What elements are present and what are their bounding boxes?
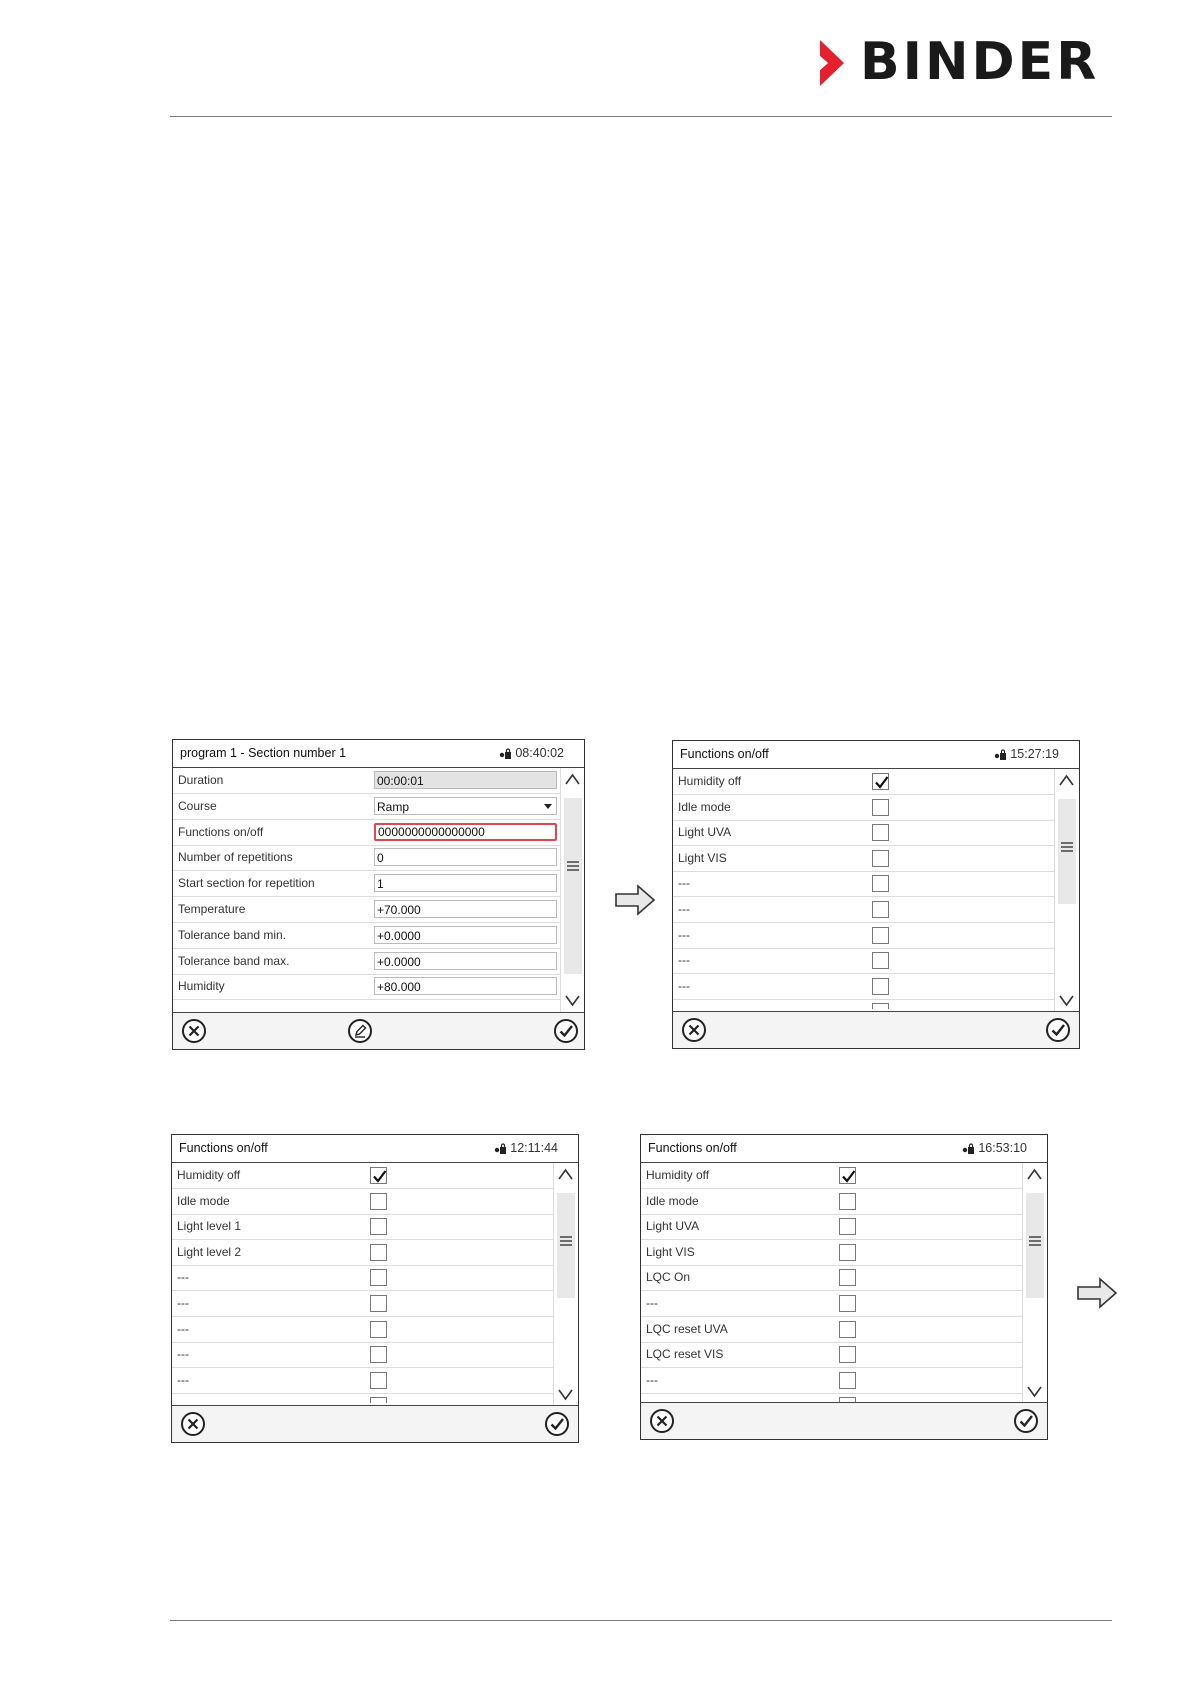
- parameter-label: Tolerance band max.: [178, 953, 290, 968]
- menu-icon[interactable]: [566, 860, 580, 872]
- scroll-down-icon[interactable]: [557, 1388, 574, 1402]
- clock-time: 16:53:10: [978, 1141, 1027, 1155]
- function-row[interactable]: [673, 769, 1054, 795]
- function-row[interactable]: [673, 871, 1054, 897]
- screen-titlebar: [641, 1135, 1047, 1163]
- function-checkbox[interactable]: [872, 875, 889, 892]
- function-checkbox[interactable]: [839, 1346, 856, 1363]
- menu-icon[interactable]: [1060, 841, 1074, 853]
- function-checkbox[interactable]: [839, 1269, 856, 1286]
- parameter-row-cut-off: [173, 1000, 560, 1008]
- service-lock-icon: [494, 1143, 507, 1155]
- function-checkbox[interactable]: [370, 1167, 387, 1184]
- function-checkbox[interactable]: [872, 773, 889, 790]
- function-checkbox[interactable]: [839, 1372, 856, 1389]
- parameter-value-field: [374, 771, 557, 789]
- scroll-up-icon[interactable]: [1026, 1167, 1043, 1181]
- scrollbar[interactable]: [1054, 769, 1079, 1012]
- function-label: ---: [678, 927, 690, 942]
- function-label: Light VIS: [646, 1244, 695, 1259]
- parameter-value-field[interactable]: [374, 977, 557, 995]
- parameter-value-field[interactable]: [374, 874, 557, 892]
- function-row[interactable]: [172, 1317, 553, 1343]
- confirm-icon[interactable]: [1045, 1017, 1071, 1043]
- clock: [494, 1135, 558, 1162]
- parameter-label: Duration: [178, 773, 224, 787]
- screen-titlebar: [673, 741, 1079, 769]
- confirm-icon[interactable]: [1013, 1408, 1039, 1434]
- function-checkbox[interactable]: [839, 1244, 856, 1261]
- function-label: Idle mode: [678, 799, 731, 814]
- function-label: LQC reset VIS: [646, 1347, 724, 1362]
- function-label: ---: [678, 876, 690, 891]
- parameter-row[interactable]: [173, 794, 560, 820]
- function-row[interactable]: [172, 1189, 553, 1215]
- function-checkbox[interactable]: [872, 799, 889, 816]
- function-label: ---: [177, 1321, 189, 1336]
- clock: [499, 740, 564, 767]
- cancel-icon[interactable]: [181, 1018, 207, 1044]
- function-row[interactable]: [641, 1368, 1022, 1394]
- cancel-icon[interactable]: [681, 1017, 707, 1043]
- checkmark-icon: [873, 774, 890, 791]
- next-step-arrow-icon: [1076, 1277, 1118, 1309]
- scroll-down-icon[interactable]: [1058, 994, 1075, 1008]
- function-row[interactable]: [172, 1265, 553, 1291]
- parameter-row[interactable]: [173, 974, 560, 1000]
- function-checkbox[interactable]: [839, 1321, 856, 1338]
- parameter-value: +80.000: [377, 980, 421, 995]
- parameter-row[interactable]: [173, 897, 560, 923]
- screen-title: Functions on/off: [680, 747, 769, 761]
- function-row[interactable]: [641, 1342, 1022, 1368]
- function-checkbox[interactable]: [370, 1244, 387, 1261]
- cancel-icon[interactable]: [649, 1408, 675, 1434]
- checkmark-icon: [371, 1168, 388, 1185]
- parameter-label: Course: [178, 798, 217, 813]
- functions-screen-light-levels: [171, 1134, 579, 1443]
- parameter-value: +70.000: [377, 903, 421, 917]
- function-row[interactable]: [673, 974, 1054, 1000]
- function-row[interactable]: [641, 1214, 1022, 1240]
- scrollbar[interactable]: [553, 1163, 578, 1406]
- function-label: LQC On: [646, 1270, 691, 1285]
- function-row[interactable]: [172, 1214, 553, 1240]
- scroll-up-icon[interactable]: [564, 772, 581, 786]
- function-checkbox[interactable]: [370, 1218, 387, 1235]
- parameter-value: +0.0000: [377, 928, 421, 943]
- function-checkbox[interactable]: [370, 1321, 387, 1338]
- service-lock-icon: [994, 749, 1007, 761]
- scroll-track: [564, 798, 582, 974]
- screen-footer: [173, 1012, 584, 1049]
- checkmark-icon: [840, 1168, 857, 1185]
- function-row[interactable]: [172, 1291, 553, 1317]
- function-checkbox[interactable]: [370, 1193, 387, 1210]
- function-checkbox[interactable]: [872, 978, 889, 995]
- function-checkbox[interactable]: [839, 1295, 856, 1312]
- function-label: ---: [678, 953, 690, 968]
- parameter-value: +0.0000: [377, 954, 421, 969]
- function-label: ---: [177, 1347, 189, 1362]
- function-label: ---: [678, 902, 690, 916]
- parameter-label: Start section for repetition: [178, 876, 315, 891]
- parameter-row[interactable]: [173, 820, 560, 846]
- parameter-label: Functions on/off: [178, 824, 264, 839]
- menu-icon[interactable]: [1028, 1235, 1042, 1247]
- program-section-screen: [172, 739, 585, 1050]
- function-label: ---: [678, 978, 690, 993]
- parameter-value-field[interactable]: [374, 926, 557, 944]
- function-row[interactable]: [641, 1240, 1022, 1266]
- parameter-value: 00:00:01: [377, 774, 424, 788]
- screen-title: Functions on/off: [179, 1141, 268, 1155]
- function-row[interactable]: [641, 1265, 1022, 1291]
- function-label: Light level 1: [177, 1219, 242, 1234]
- function-row[interactable]: [172, 1368, 553, 1394]
- parameter-row[interactable]: [173, 923, 560, 949]
- function-checkbox[interactable]: [370, 1372, 387, 1389]
- function-checkbox[interactable]: [839, 1167, 856, 1184]
- next-step-arrow-icon: [614, 884, 656, 916]
- screen-title: Functions on/off: [648, 1141, 737, 1155]
- function-row[interactable]: [641, 1189, 1022, 1215]
- screen-titlebar: [172, 1135, 578, 1163]
- screen-footer: [641, 1402, 1047, 1439]
- function-checkbox-cut-off: [370, 1397, 387, 1403]
- function-label: Idle mode: [646, 1193, 699, 1208]
- clock-time: 08:40:02: [515, 746, 564, 760]
- parameter-label: Humidity: [178, 979, 225, 994]
- clock: [962, 1135, 1027, 1162]
- function-label: LQC reset UVA: [646, 1321, 728, 1336]
- course-select[interactable]: [374, 797, 557, 815]
- function-row[interactable]: [673, 820, 1054, 846]
- parameter-label: Tolerance band min.: [178, 927, 287, 942]
- scroll-up-icon[interactable]: [557, 1167, 574, 1181]
- parameter-row[interactable]: [173, 949, 560, 975]
- function-label: ---: [177, 1270, 189, 1285]
- parameter-value-field[interactable]: [374, 952, 557, 970]
- function-row[interactable]: [172, 1342, 553, 1368]
- function-label: ---: [177, 1372, 189, 1387]
- function-checkbox[interactable]: [872, 901, 889, 918]
- function-label: ---: [646, 1296, 658, 1310]
- function-checkbox[interactable]: [370, 1346, 387, 1363]
- confirm-icon[interactable]: [544, 1411, 570, 1437]
- function-row[interactable]: [641, 1291, 1022, 1317]
- menu-icon[interactable]: [559, 1235, 573, 1247]
- confirm-icon[interactable]: [553, 1018, 579, 1044]
- function-checkbox[interactable]: [872, 952, 889, 969]
- parameter-label: Temperature: [178, 902, 246, 916]
- function-checkbox[interactable]: [839, 1193, 856, 1210]
- function-checkbox[interactable]: [872, 824, 889, 841]
- function-label: Light VIS: [678, 850, 727, 865]
- function-row[interactable]: [673, 923, 1054, 949]
- function-row[interactable]: [673, 948, 1054, 974]
- screen-footer: [172, 1405, 578, 1442]
- function-label: ---: [177, 1296, 189, 1310]
- parameter-value: Ramp: [377, 799, 410, 814]
- function-label: Idle mode: [177, 1193, 230, 1208]
- brand-name: BINDER: [860, 32, 1100, 92]
- clock: [994, 741, 1059, 768]
- parameter-value-field[interactable]: [374, 848, 557, 866]
- binder-logo-mark-icon: [818, 40, 852, 86]
- function-label: ---: [646, 1372, 658, 1387]
- scrollbar[interactable]: [560, 768, 585, 1014]
- function-row[interactable]: [172, 1163, 553, 1189]
- parameter-label: Number of repetitions: [178, 850, 293, 865]
- function-label: Humidity off: [177, 1168, 241, 1182]
- clock-time: 15:27:19: [1010, 747, 1059, 761]
- scroll-down-icon[interactable]: [1026, 1385, 1043, 1399]
- parameter-value-field[interactable]: [374, 900, 557, 918]
- function-row[interactable]: [641, 1317, 1022, 1343]
- parameter-value: 1: [377, 877, 384, 892]
- function-row[interactable]: [673, 795, 1054, 821]
- parameter-value: 0: [377, 851, 384, 866]
- function-checkbox[interactable]: [839, 1218, 856, 1235]
- parameter-value: 0000000000000000: [378, 824, 485, 839]
- parameter-row[interactable]: [173, 845, 560, 871]
- cancel-icon[interactable]: [180, 1411, 206, 1437]
- functions-screen-uva-vis: [672, 740, 1080, 1049]
- scroll-down-icon[interactable]: [564, 994, 581, 1008]
- parameter-row[interactable]: [173, 768, 560, 794]
- edit-icon[interactable]: [347, 1018, 373, 1044]
- scroll-up-icon[interactable]: [1058, 773, 1075, 787]
- dropdown-caret-icon: [544, 804, 552, 809]
- functions-screen-lqc: [640, 1134, 1048, 1440]
- function-label: Light UVA: [646, 1219, 700, 1234]
- screen-footer: [673, 1011, 1079, 1048]
- screen-titlebar: [173, 740, 584, 768]
- function-checkbox[interactable]: [370, 1269, 387, 1286]
- parameter-value-field[interactable]: [374, 823, 557, 841]
- function-checkbox[interactable]: [872, 927, 889, 944]
- function-label: Light UVA: [678, 825, 732, 840]
- scrollbar[interactable]: [1022, 1163, 1047, 1403]
- function-label: Humidity off: [646, 1168, 710, 1182]
- header-divider: [170, 116, 1112, 117]
- binder-logo: [818, 32, 1113, 92]
- function-label: Light level 2: [177, 1244, 242, 1259]
- screen-title: program 1 - Section number 1: [180, 746, 347, 760]
- function-checkbox[interactable]: [370, 1295, 387, 1312]
- function-row[interactable]: [641, 1163, 1022, 1189]
- function-row[interactable]: [673, 897, 1054, 923]
- function-row[interactable]: [172, 1240, 553, 1266]
- footer-divider: [170, 1620, 1112, 1621]
- clock-time: 12:11:44: [510, 1141, 558, 1155]
- function-row[interactable]: [673, 846, 1054, 872]
- function-label: Humidity off: [678, 774, 742, 788]
- service-lock-icon: [499, 748, 512, 760]
- function-checkbox[interactable]: [872, 850, 889, 867]
- function-checkbox-cut-off: [872, 1003, 889, 1009]
- service-lock-icon: [962, 1143, 975, 1155]
- parameter-row[interactable]: [173, 871, 560, 897]
